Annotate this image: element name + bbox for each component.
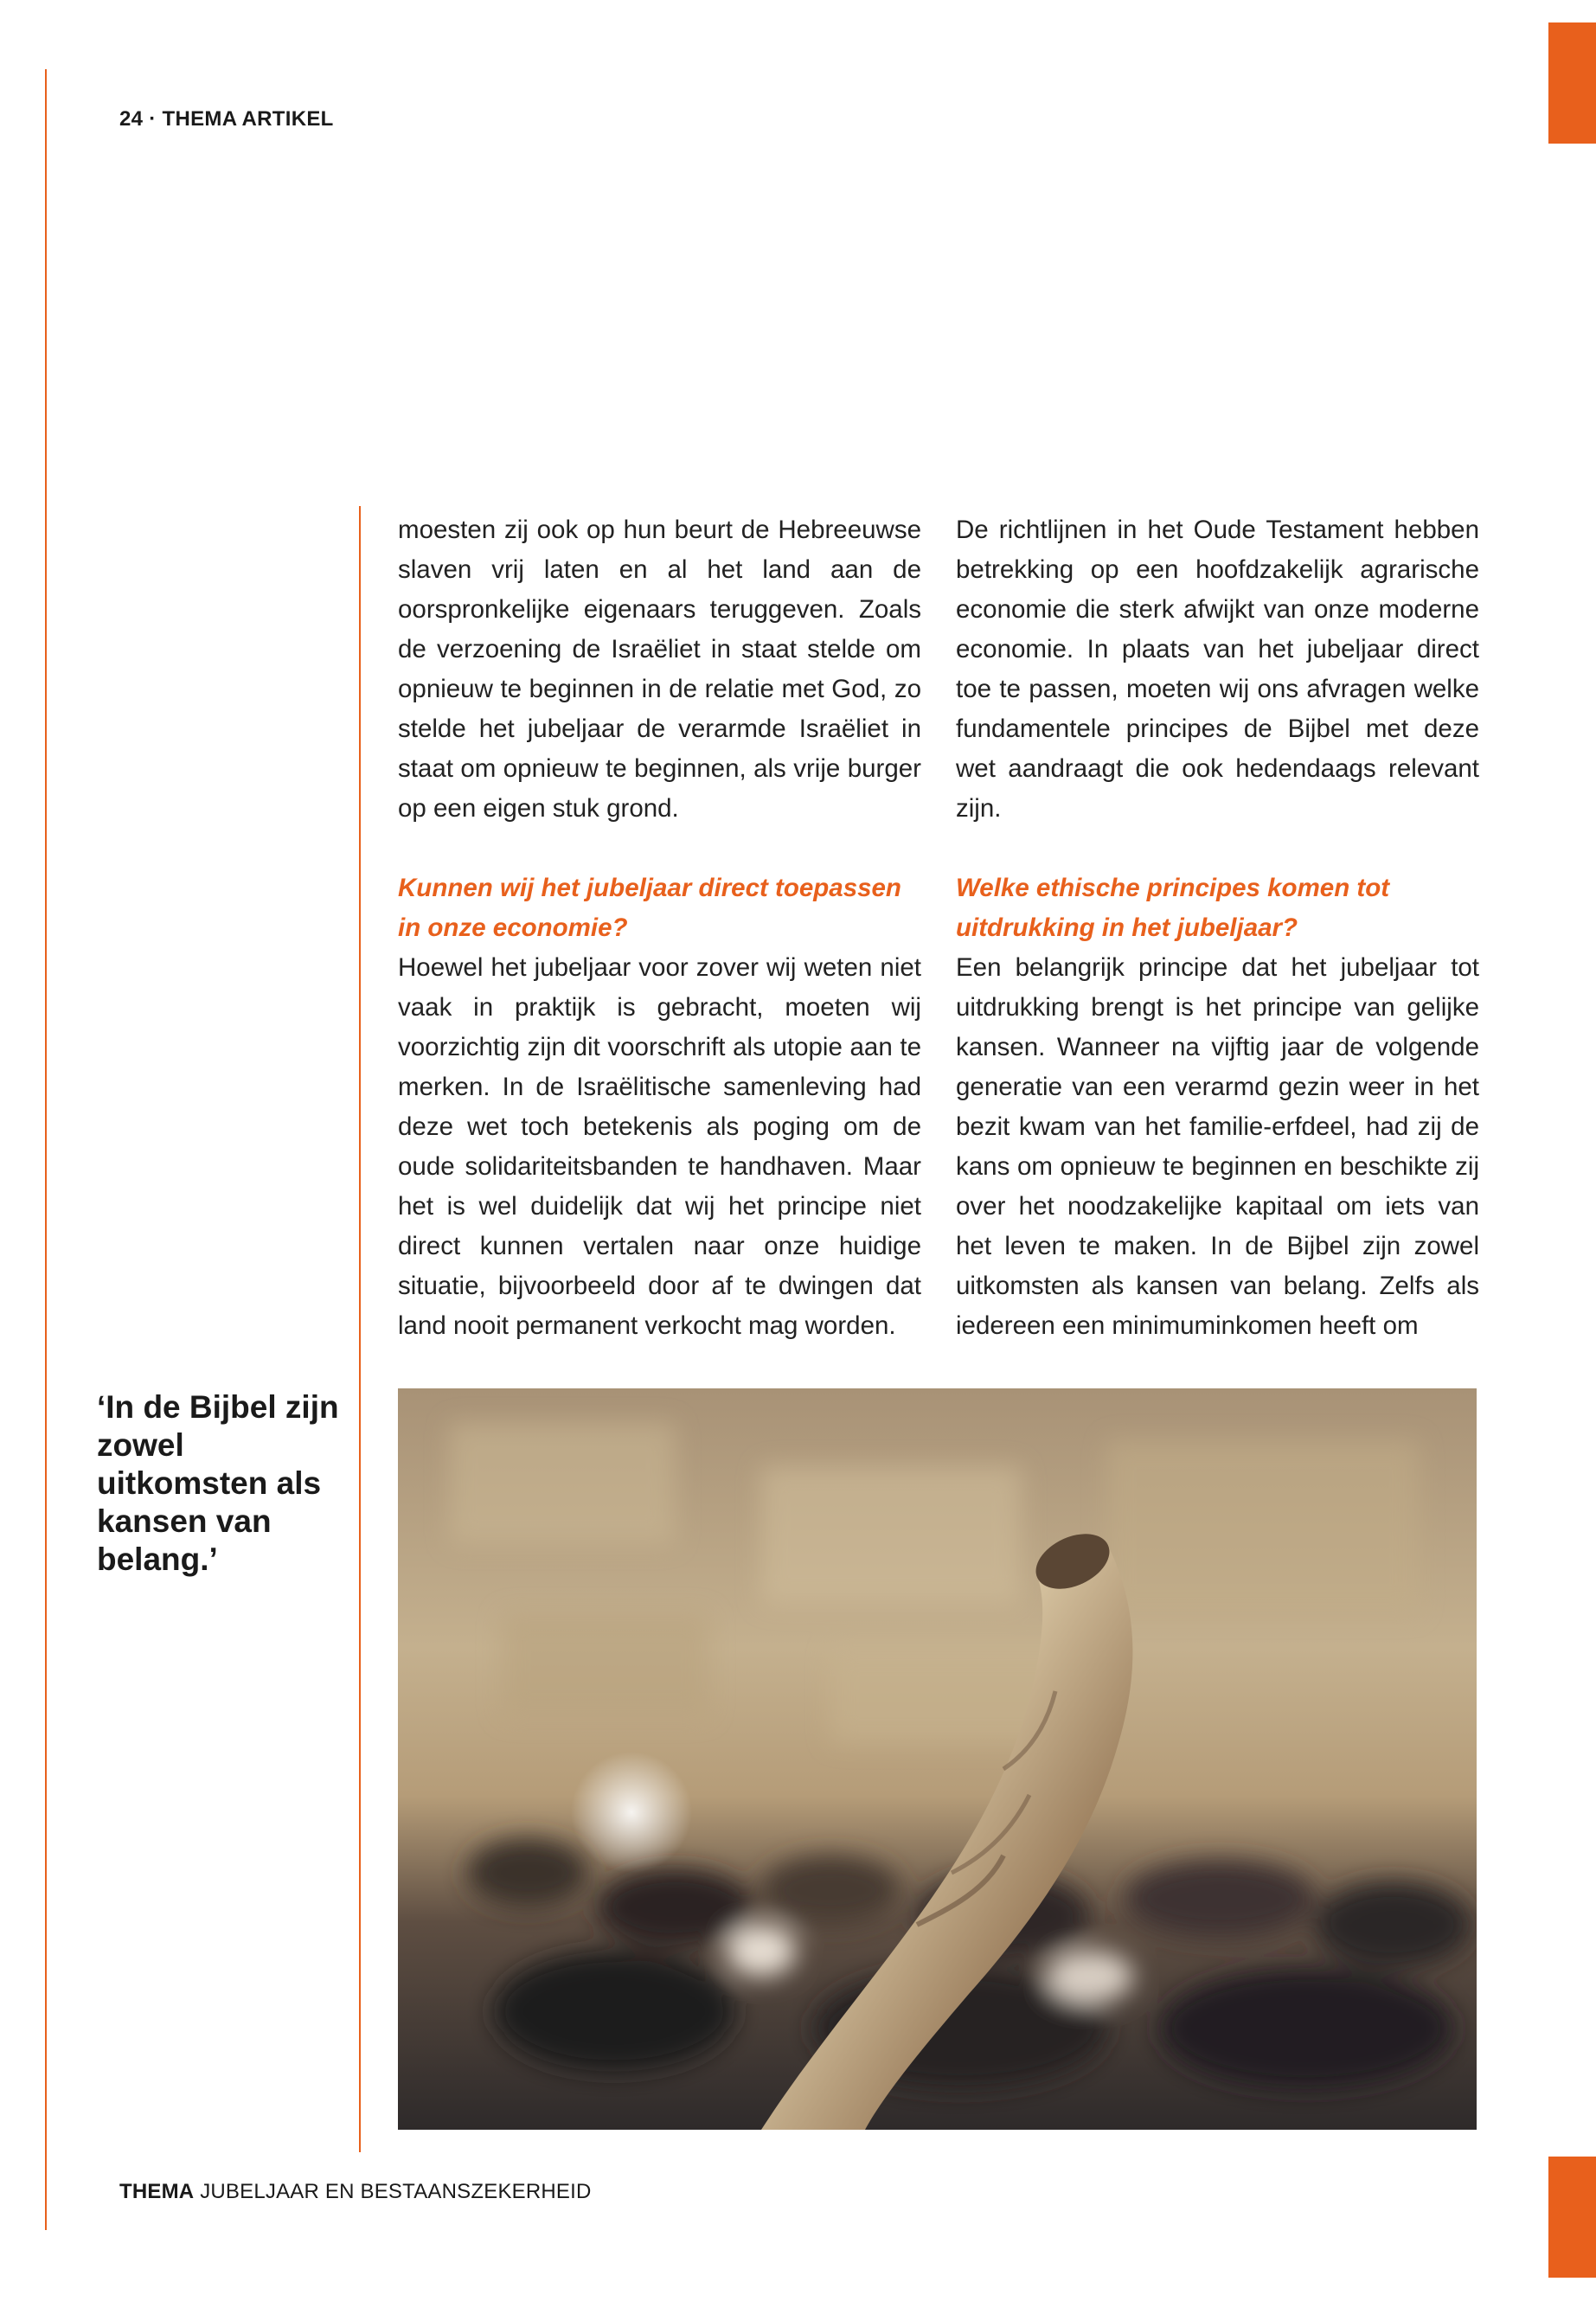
page-footer (119, 2180, 592, 2204)
page-number: 24 (119, 107, 144, 131)
right-paragraph-2: Een belangrijk principe dat het jubeljaar tot uitdrukking brengt is het principe van gelijke kansen. Wanneer na vijftig jaar de volgende generatie van een verarmd gezin weer in het bezit kwam van het familie-erfdeel, had zij de kans om opnieuw te beginnen en beschikte zij over het noodzakelijke kapitaal om iets van het leven te maken. In de Bijbel zijn zowel uitkomsten als kansen van belang. Zelfs als iedereen een minimuminkomen heeft om (956, 953, 1479, 1340)
right-paragraph-1: De richtlijnen in het Oude Testament hebben betrekking op een hoofdzakelijk agrarische economie die sterk afwijkt van onze moderne economie. In plaats van het jubeljaar direct toe te passen, moeten wij ons afvragen welke fundamentele principes de Bijbel met deze wet aandraagt die ook hedendaags relevant zijn. (956, 516, 1479, 823)
section-title: THEMA ARTIKEL (162, 107, 334, 131)
orange-tab-top (1548, 22, 1596, 144)
text-column-left (398, 510, 921, 1346)
text-column-right (956, 510, 1479, 1346)
right-subheading: Welke ethische principes komen tot uitdrukking in het jubeljaar? (956, 874, 1390, 942)
left-subheading: Kunnen wij het jubeljaar direct toepassen in onze economie? (398, 874, 901, 942)
header-separator: · (149, 107, 157, 131)
shofar-photo (398, 1388, 1477, 2130)
left-paragraph-1: moesten zij ook op hun beurt de Hebreeuwse slaven vrij laten en al het land aan de oorspronkelijke eigenaars teruggeven. Zoals de verzoening de Israëliet in staat stelde om opnieuw te beginnen in de relatie met God, zo stelde het jubeljaar de verarmde Israëliet in staat om opnieuw te beginnen, als vrije burger op een eigen stuk grond. (398, 516, 921, 823)
orange-tab-bottom (1548, 2157, 1596, 2278)
pull-quote: ‘In de Bijbel zijn zowel uitkomsten als kansen van belang.’ (97, 1389, 339, 1577)
left-rule (45, 69, 47, 2230)
footer-theme-label: THEMA (119, 2180, 195, 2203)
footer-theme-title: JUBELJAAR EN BESTAANSZEKERHEID (200, 2180, 592, 2203)
page-header (119, 107, 334, 131)
left-paragraph-2: Hoewel het jubeljaar voor zover wij weten niet vaak in praktijk is gebracht, moeten wij voorzichtig zijn dit voorschrift als utopie aan te merken. In de Israëlitische samenleving had deze wet toch betekenis als poging om de oude solidariteitsbanden te handhaven. Maar het is wel duidelijk dat wij het principe niet direct kunnen vertalen naar onze huidige situatie, bijvoorbeeld door af te dwingen dat land nooit permanent verkocht mag worden. (398, 953, 921, 1340)
column-rule (359, 506, 361, 2152)
